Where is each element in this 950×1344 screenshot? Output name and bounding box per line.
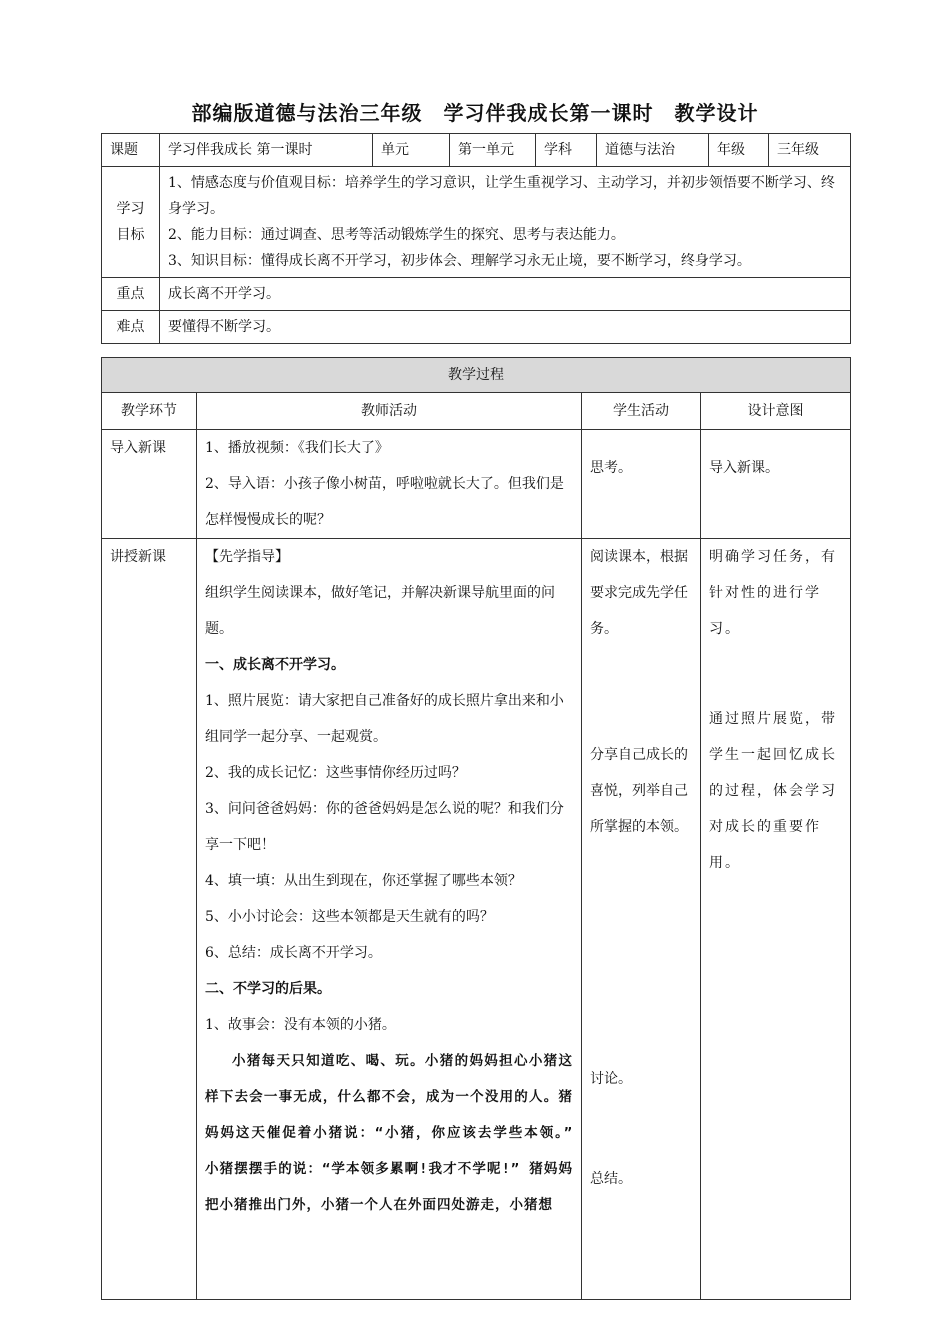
student-activity: 总结。 bbox=[590, 1171, 632, 1187]
activity-item: 2、我的成长记忆：这些事情你经历过吗？ bbox=[205, 765, 466, 781]
design-intent: 明确学习任务，有针对性的进行学习。 bbox=[709, 549, 837, 637]
intro-stage: 导入新课 bbox=[102, 430, 197, 539]
intro-intent bbox=[701, 430, 851, 539]
difficulty-label: 难点 bbox=[102, 311, 160, 344]
teacher-guide-heading: 【先学指导】 bbox=[205, 549, 289, 565]
lecture-intent bbox=[701, 539, 851, 1300]
activity-item: 3、问问爸爸妈妈：你的爸爸妈妈是怎么说的呢？和我们分享一下吧！ bbox=[205, 801, 564, 853]
intro-row bbox=[102, 430, 851, 539]
activity-item: 1、照片展览：请大家把自己准备好的成长照片拿出来和小组同学一起分享、一起观赏。 bbox=[205, 693, 564, 745]
header-student: 学生活动 bbox=[582, 393, 701, 430]
subject-value: 道德与法治 bbox=[597, 134, 709, 167]
goals-content bbox=[160, 167, 851, 278]
unit-value: 第一单元 bbox=[450, 134, 536, 167]
process-band: 教学过程 bbox=[102, 358, 851, 393]
intro-student-text: 思考。 bbox=[590, 460, 632, 476]
key-point-value: 成长离不开学习。 bbox=[160, 278, 851, 311]
section-heading: 一、成长离不开学习。 bbox=[205, 657, 345, 673]
intro-student bbox=[582, 430, 701, 539]
difficulty-value: 要懂得不断学习。 bbox=[160, 311, 851, 344]
process-header-row bbox=[102, 393, 851, 430]
story-text: 小猪每天只知道吃、喝、玩。小猪的妈妈担心小猪这样下去会一事无成，什么都不会，成为一个没用的人。猪妈妈这天催促着小猪说：“小猪，你应该去学些本领。” 小猪摆摆手的说：“学本领多累啊!我才不学呢!” 猪妈妈把小猪推出门外，小猪一个人在外面四处游走，小猪想 bbox=[205, 1053, 573, 1213]
intro-teacher bbox=[197, 430, 582, 539]
unit-label: 单元 bbox=[373, 134, 450, 167]
intro-intent-text: 导入新课。 bbox=[709, 460, 779, 476]
activity-item: 6、总结：成长离不开学习。 bbox=[205, 945, 382, 961]
goal-item: 1、情感态度与价值观目标：培养学生的学习意识，让学生重视学习、主动学习，并初步领悟要不断学习、终身学习。 bbox=[168, 175, 835, 217]
process-band-row bbox=[102, 358, 851, 393]
teaching-process-table bbox=[101, 357, 851, 1300]
design-intent: 通过照片展览，带学生一起回忆成长的过程，体会学习对成长的重要作用。 bbox=[709, 711, 837, 871]
document-title: 部编版道德与法治三年级 学习伴我成长第一课时 教学设计 bbox=[191, 101, 759, 125]
course-label: 课题 bbox=[102, 134, 160, 167]
header-stage: 教学环节 bbox=[102, 393, 197, 430]
story-title: 1、故事会：没有本领的小猪。 bbox=[205, 1017, 396, 1033]
goal-item: 3、知识目标：懂得成长离不开学习，初步体会、理解学习永无止境，要不断学习，终身学习。 bbox=[168, 253, 751, 269]
subject-label: 学科 bbox=[536, 134, 597, 167]
goal-item: 2、能力目标：通过调查、思考等活动锻炼学生的探究、思考与表达能力。 bbox=[168, 227, 625, 243]
student-activity: 分享自己成长的喜悦，列举自己所掌握的本领。 bbox=[590, 747, 688, 835]
activity-item: 5、小小讨论会：这些本领都是天生就有的吗？ bbox=[205, 909, 494, 925]
intro-teacher-item: 1、播放视频：《我们长大了》 bbox=[205, 440, 389, 456]
difficulty-row bbox=[102, 311, 851, 344]
goals-label: 学习目标 bbox=[102, 167, 160, 278]
lesson-info-table bbox=[101, 133, 851, 344]
info-row bbox=[102, 134, 851, 167]
header-intent: 设计意图 bbox=[701, 393, 851, 430]
header-teacher: 教师活动 bbox=[197, 393, 582, 430]
lecture-teacher bbox=[197, 539, 582, 1300]
course-value: 学习伴我成长 第一课时 bbox=[160, 134, 373, 167]
grade-value: 三年级 bbox=[769, 134, 851, 167]
intro-teacher-item: 2、导入语：小孩子像小树苗，呼啦啦就长大了。但我们是怎样慢慢成长的呢？ bbox=[205, 476, 564, 528]
student-activity: 阅读课本，根据要求完成先学任务。 bbox=[590, 549, 688, 637]
section-heading: 二、不学习的后果。 bbox=[205, 981, 331, 997]
lecture-student bbox=[582, 539, 701, 1300]
lecture-row bbox=[102, 539, 851, 1300]
lecture-stage: 讲授新课 bbox=[102, 539, 197, 1300]
teacher-guide-text: 组织学生阅读课本，做好笔记，并解决新课导航里面的问题。 bbox=[205, 585, 555, 637]
goals-row bbox=[102, 167, 851, 278]
student-activity: 讨论。 bbox=[590, 1071, 632, 1087]
key-point-label: 重点 bbox=[102, 278, 160, 311]
key-point-row bbox=[102, 278, 851, 311]
activity-item: 4、填一填：从出生到现在，你还掌握了哪些本领？ bbox=[205, 873, 522, 889]
grade-label: 年级 bbox=[709, 134, 769, 167]
